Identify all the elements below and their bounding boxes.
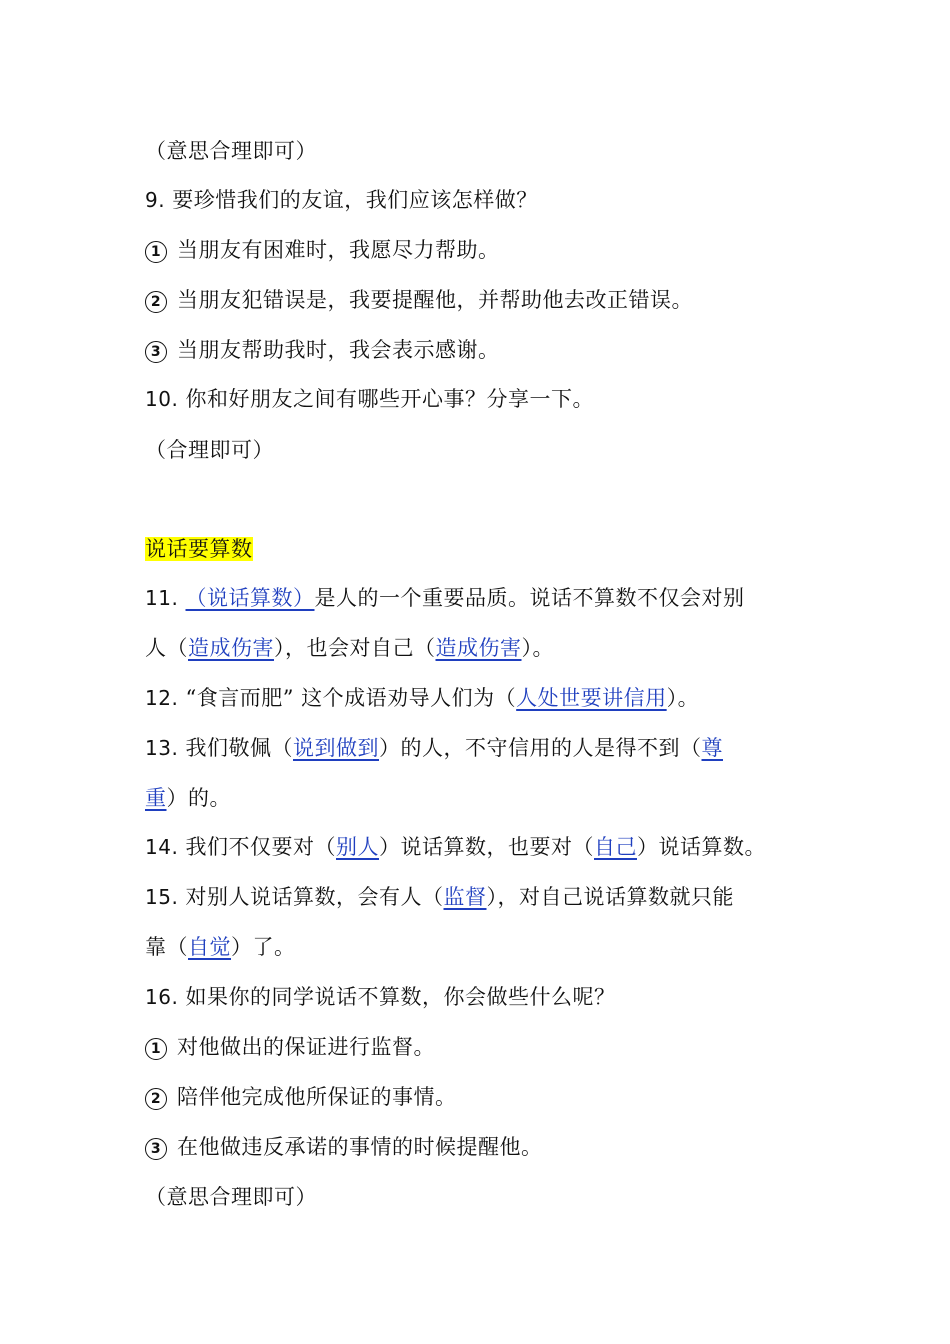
circled-number: 2 [145, 1088, 167, 1110]
question-12 [145, 684, 699, 712]
question-15-cont [145, 933, 296, 961]
answer: （说话算数） [185, 586, 315, 610]
question-text: 我们敬佩（ [185, 736, 293, 760]
circled-number: 3 [145, 1138, 167, 1160]
option-text: 对他做出的保证进行监督。 [177, 1035, 435, 1059]
question-13-cont [145, 784, 231, 812]
question-text: 如果你的同学说话不算数，你会做些什么呢？ [185, 985, 616, 1009]
question-text: 靠（ [145, 935, 188, 959]
q16-option-1 [145, 1033, 435, 1061]
question-16 [145, 983, 616, 1011]
question-14 [145, 833, 766, 861]
question-number: 15. [145, 885, 179, 909]
option-text: 当朋友犯错误是，我要提醒他，并帮助他去改正错误。 [177, 288, 693, 312]
q16-note: （意思合理即可） [145, 1185, 317, 1209]
question-number: 12. [145, 686, 179, 710]
answer: 尊 [701, 736, 723, 760]
question-10 [145, 385, 594, 413]
answer: 人处世要讲信用 [516, 686, 667, 710]
question-text: ）说话算数。 [637, 835, 766, 859]
question-13 [145, 734, 723, 762]
q9-option-3 [145, 336, 500, 364]
q10-note: （合理即可） [145, 438, 274, 462]
question-text: ）的人，不守信用的人是得不到（ [379, 736, 702, 760]
question-number: 16. [145, 985, 179, 1009]
q9-option-1 [145, 236, 500, 264]
question-text: ）的。 [166, 786, 231, 810]
question-text: 是人的一个重要品质。说话不算数不仅会对别 [314, 586, 745, 610]
q16-option-2 [145, 1083, 457, 1111]
answer: 造成伤害 [435, 636, 522, 660]
option-text: 当朋友帮助我时，我会表示感谢。 [177, 338, 500, 362]
question-text: 你和好朋友之间有哪些开心事？分享一下。 [185, 387, 594, 411]
answer: 自觉 [188, 935, 231, 959]
question-number: 13. [145, 736, 179, 760]
option-text: 当朋友有困难时，我愿尽力帮助。 [177, 238, 500, 262]
question-text: 人（ [145, 636, 188, 660]
answer: 重 [145, 786, 167, 810]
question-text: ），也会对自己（ [274, 636, 436, 660]
circled-number: 1 [145, 1038, 167, 1060]
answer: 别人 [336, 835, 379, 859]
question-text: ）。 [521, 636, 554, 660]
question-15 [145, 883, 734, 911]
option-text: 在他做违反承诺的事情的时候提醒他。 [177, 1135, 543, 1159]
question-text: 对别人说话算数，会有人（ [185, 885, 444, 909]
question-number: 10. [145, 387, 179, 411]
question-9 [145, 186, 538, 214]
question-text: 我们不仅要对（ [185, 835, 336, 859]
answer: 自己 [594, 835, 637, 859]
answer: 说到做到 [293, 736, 379, 760]
answer: 造成伤害 [188, 636, 274, 660]
note-top: （意思合理即可） [145, 139, 317, 163]
question-number: 9. [145, 188, 166, 212]
answer: 监督 [443, 885, 487, 909]
circled-number: 3 [145, 341, 167, 363]
section-title-text: 说话要算数 [145, 537, 253, 561]
question-text: “食言而肥” 这个成语劝导人们为（ [185, 686, 517, 710]
q16-option-3 [145, 1133, 543, 1161]
circled-number: 2 [145, 291, 167, 313]
question-number: 11. [145, 586, 179, 610]
question-text: ）说话算数，也要对（ [379, 835, 594, 859]
question-text: ），对自己说话算数就只能 [486, 885, 734, 909]
question-number: 14. [145, 835, 179, 859]
option-text: 陪伴他完成他所保证的事情。 [177, 1085, 457, 1109]
q9-option-2 [145, 286, 693, 314]
question-text: ）了。 [231, 935, 296, 959]
question-11-cont [145, 634, 554, 662]
section-title [145, 535, 253, 563]
question-text: ）。 [666, 686, 700, 710]
question-11 [145, 584, 745, 612]
question-text: 要珍惜我们的友谊，我们应该怎样做？ [172, 188, 538, 212]
circled-number: 1 [145, 241, 167, 263]
